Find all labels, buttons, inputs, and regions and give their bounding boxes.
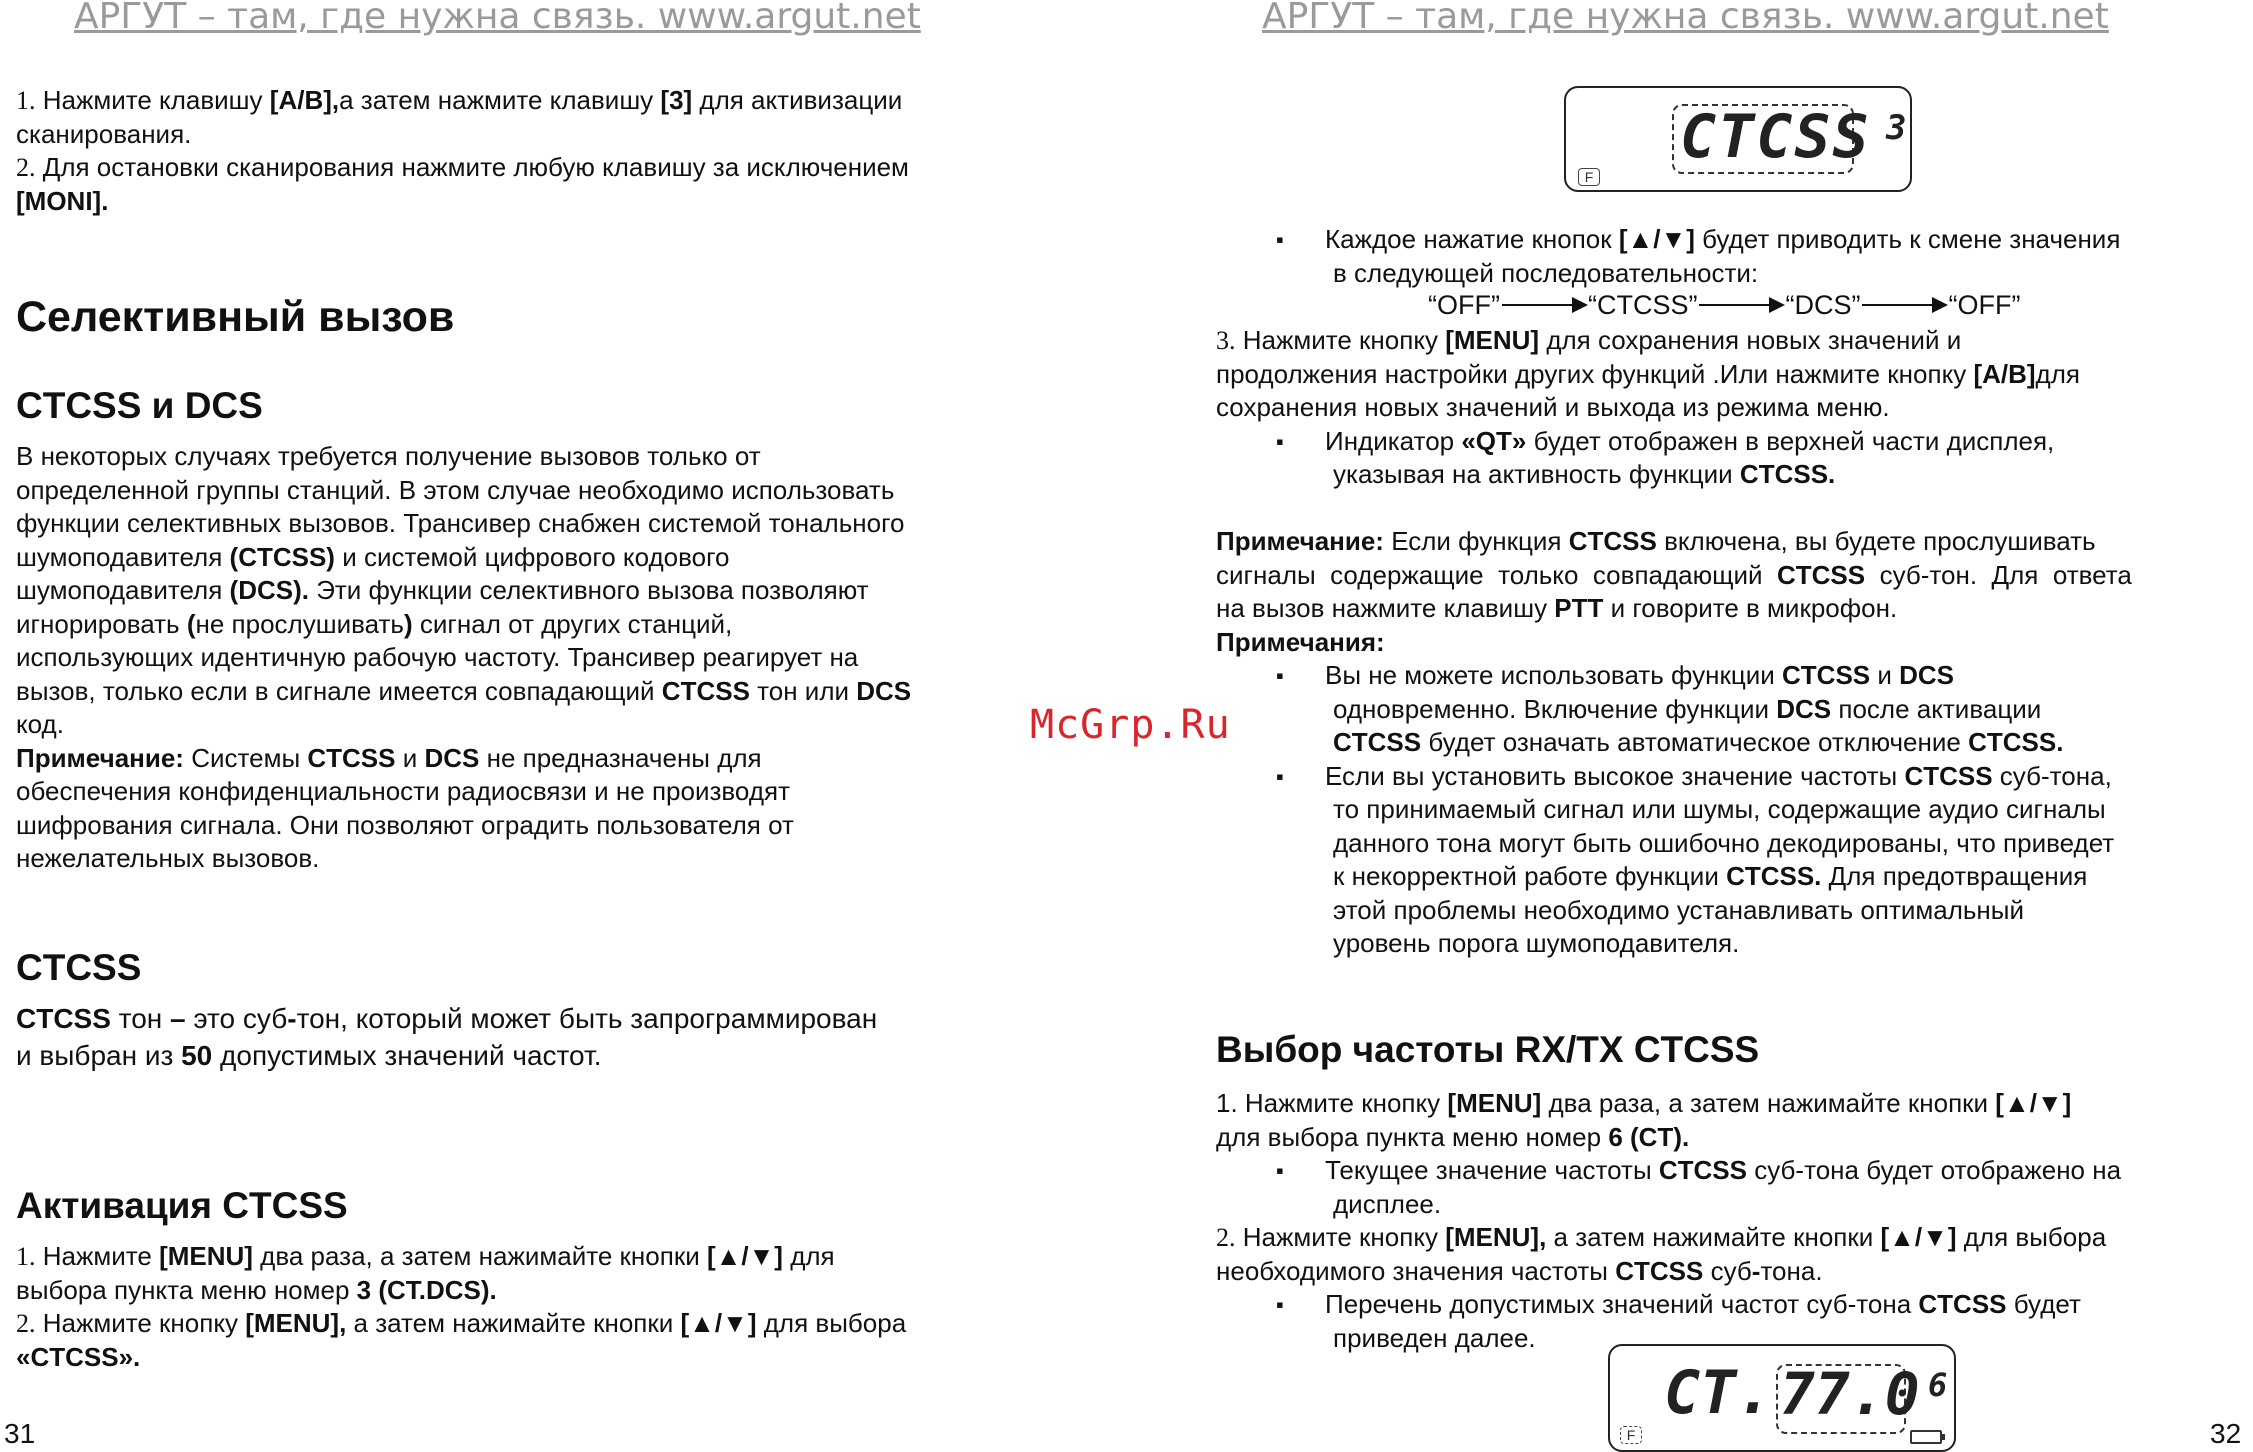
arrow-right-icon (1862, 304, 1946, 306)
header-left: АРГУТ – там, где нужна связь. www.argut.net (74, 0, 921, 37)
sequence-item: “OFF” (1948, 289, 2021, 320)
arrow-right-icon (1502, 304, 1586, 306)
heading-ctcss: CTCSS (16, 947, 142, 988)
arrow-right-icon (1699, 304, 1783, 306)
ctcss-paragraph: CTCSS тон – это суб-тон, который может быть запрограммирован и выбран из 50 допустимых значений частот. (16, 1003, 878, 1071)
lcd-channel-number: 3 (1886, 108, 1907, 148)
heading-selective-call: Селективный вызов (16, 293, 455, 341)
page-number-left: 31 (4, 1418, 36, 1449)
sequence-item: “CTCSS” (1587, 289, 1698, 320)
right-page-steps: 3. Нажмите кнопку [MENU] для сохранения новых значений и продолжения настройки других функций .Или нажмите кнопку [A/B]для сохранения новых значений и выхода из режима меню. ▪ Индикатор «QT» будет отображен в верхней части дисплея, указывая на активность функции CTCSS. (1216, 324, 2080, 492)
lcd-ct-label: CT. (1664, 1358, 1773, 1428)
lcd-ctcss-text: CTCSS (1680, 102, 1871, 172)
lcd-display-ct-frequency (1608, 1344, 1956, 1452)
lcd-f-indicator: F (1578, 168, 1600, 186)
heading-ctcss-activation: Активация CTCSS (16, 1185, 348, 1226)
ctcss-dcs-paragraph: В некоторых случаях требуется получение вызовов только от определенной группы станций. В этом случае необходимо использовать функции селективных вызовов. Трансивер снабжен системой тонального шумоподавителя (CTCSS) и системой цифрового кодового шумоподавителя (DCS). Эти функции селективного вызова позволяют игнорировать (не прослушивать) сигнал от других станций, использующих идентичную рабочую частоту. Трансивер реагирует на вызов, только если в сигнале имеется совпадающий CTCSS тон или DCS код. Примечание: Системы CTCSS и DCS не предназначены для обеспечения конфиденциальности радиосвязи и не производят шифрования сигнала. Они позволяют оградить пользователя от нежелательных вызовов. (16, 441, 912, 873)
heading-ctcss-dcs: CTCSS и DCS (16, 385, 263, 426)
lcd-f-indicator: F (1620, 1426, 1642, 1444)
page-number-right: 32 (2210, 1418, 2242, 1449)
mode-sequence (1428, 287, 2020, 323)
right-page-upper: ▪ Каждое нажатие кнопок [▲/▼] будет приводить к смене значения в следующей последовательности: (1216, 223, 2120, 290)
sequence-item: “OFF” (1428, 289, 1500, 320)
lcd-channel-number: 6 (1928, 1366, 1948, 1404)
right-page-notes: Примечание: Если функция CTCSS включена, вы будете прослушивать сигналы содержащие только совпадающий CTCSS суб-тон. Для ответа на вызов нажмите клавишу PTT и говорите в микрофон. Примечания: ▪ Вы не можете использовать функции CTCSS и DCS одновременно. Включение функции DCS после активации CTCSS будет означать автоматическое отключение CTCSS. ▪ Если вы установить высокое значение частоты CTCSS суб-тона, то принимаемый сигнал или шумы, содержащие аудио сигналы данного тона могут быть ошибочно декодированы, что приведет к некорректной работе функции CTCSS. Для предотвращения этой проблемы необходимо устанавливать оптимальный уровень порога шумоподавителя. (1216, 525, 2132, 961)
rxtx-steps: 1. Нажмите кнопку [MENU] два раза, а затем нажимайте кнопки [▲/▼] для выбора пункта меню номер 6 (CT). ▪ Текущее значение частоты CTCSS суб-тона будет отображено на дисплее. 2. Нажмите кнопку [MENU], а затем нажимайте кнопки [▲/▼] для выбора необходимого значения частоты CTCSS суб-тона. ▪ Перечень допустимых значений частот суб-тона CTCSS будет приведен далее. (1216, 1087, 2121, 1355)
battery-icon (1910, 1430, 1942, 1444)
ctcss-activation-steps: 1. Нажмите [MENU] два раза, а затем нажимайте кнопки [▲/▼] для выбора пункта меню номер 3 (CT.DCS). 2. Нажмите кнопку [MENU], а затем нажимайте кнопки [▲/▼] для выбора «CTCSS». (16, 1241, 907, 1372)
heading-rxtx-ctcss: Выбор частоты RX/TX CTCSS (1216, 1029, 1760, 1070)
sequence-item: “DCS” (1785, 289, 1861, 320)
left-page-intro: 1. Нажмите клавишу [A/B],а затем нажмите клавишу [3] для активизации сканирования. 2. Для остановки сканирования нажмите любую клавишу за исключением [MONI]. (16, 85, 909, 216)
lcd-frequency-value: 77.0 (1780, 1360, 1920, 1428)
watermark: McGrp.Ru (1030, 702, 1231, 748)
lcd-display-ctcss (1564, 86, 1912, 192)
header-right: АРГУТ – там, где нужна связь. www.argut.net (1262, 0, 2109, 37)
